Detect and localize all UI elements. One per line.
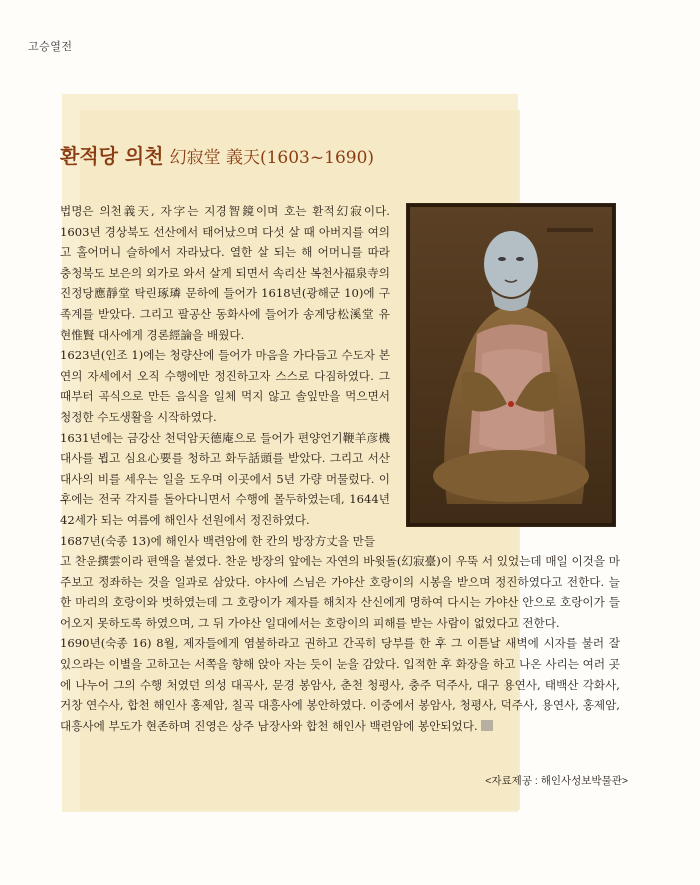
paragraph-text: 1690년(숙종 16) 8월, 제자들에게 염불하라고 권하고 간곡히 당부를 한 후 그 이튿날 새벽에 시자를 불러 잘 있으라는 이별을 고하고는 서쪽을 향해 앉아 자는 듯이 눈을 감았다. 입적한 후 화장을 하고 나온 사리는 여러 곳에 나누어 그의 수행 처였던 의성 대곡사, 문경 봉암사, 춘천 청평사, 충주 덕주사, 대구 용연사, 태백산 각화사, 거창 연수사, 합천 해인사 홍제암, 칠곡 대흥사에 봉안하였다. 이중에서 봉암사, 청평사, 덕주사, 용연사, 홍제암, 대흥사에 부도가 현존하며 진영은 상주 남장사와 합천 해인사 백련암에 봉안되었다. <box>60 636 620 733</box>
image-credit: <자료제공 : 해인사성보박물관> <box>485 775 628 787</box>
article-body <box>60 201 620 736</box>
title-hanja: 幻寂堂 義天(1603~1690) <box>169 148 375 168</box>
paragraph: 1631년에는 금강산 천덕암天德庵으로 들어가 편양언기鞭羊彦機 대사를 뵙고 심요心要를 청하고 화두話頭를 받았다. 그리고 서산 대사의 비를 세우는 일을 도우며 이곳에서 5년 가량 머물렀다. 이후에는 전국 각지를 돌아다니면서 수행에 몰두하였는데, 1644년 42세가 되는 여름에 해인사 선원에서 정진하였다. <box>60 430 390 527</box>
page-title <box>60 140 374 169</box>
paragraph-last <box>60 633 620 736</box>
running-head: 고승열전 <box>28 41 73 53</box>
paragraph: 고 찬운撰雲이라 편액을 붙였다. 찬운 방장의 앞에는 자연의 바윗돌(幻寂臺)이 우뚝 서 있었는데 매일 이것을 마주보고 정좌하는 것을 일과로 삼았다. 야사에 스님은 가야산 호랑이의 시봉을 받으며 정진하였다고 전한다. 늘 한 마리의 호랑이와 벗하였는데 그 호랑이가 제자를 해치자 산신에게 명하여 다시는 가야산 안으로 호랑이가 들어오지 못하도록 하였으며, 그 뒤 가야산 일대에서는 호랑이의 피해를 받는 사람이 없었다고 전한다. <box>60 554 620 630</box>
paragraph: 1687년(숙종 13)에 해인사 백련암에 한 칸의 방장方丈을 만들 <box>60 533 376 548</box>
title-name: 환적당 의천 <box>60 144 164 168</box>
end-mark-icon <box>481 720 493 731</box>
paragraph: 법명은 의천義天, 자字는 지경智鏡이며 호는 환적幻寂이다. 1603년 경상북도 선산에서 태어났으며 다섯 살 때 아버지를 여의고 홀어머니 슬하에서 자라났다. 열한 살 되는 해 어머니를 따라 충청북도 보은의 외가로 와서 살게 되면서 속리산 복천사福泉寺의 진정당應靜堂 탁린琢璘 문하에 들어가 1618년(광해군 10)에 구족계를 받았다. 그리고 팔공산 동화사에 들어가 송계당松溪堂 유현惟賢 대사에게 경론經論을 배웠다. <box>60 204 390 342</box>
narrow-column <box>60 201 390 551</box>
paragraph: 1623년(인조 1)에는 청량산에 들어가 마음을 가다듬고 수도자 본연의 자세에서 오직 수행에만 정진하고자 스스로 다짐하였다. 그때부터 곡식으로 만든 음식을 일체 먹지 않고 솔잎만을 먹으면서 청정한 수도생활을 시작하였다. <box>60 348 390 424</box>
